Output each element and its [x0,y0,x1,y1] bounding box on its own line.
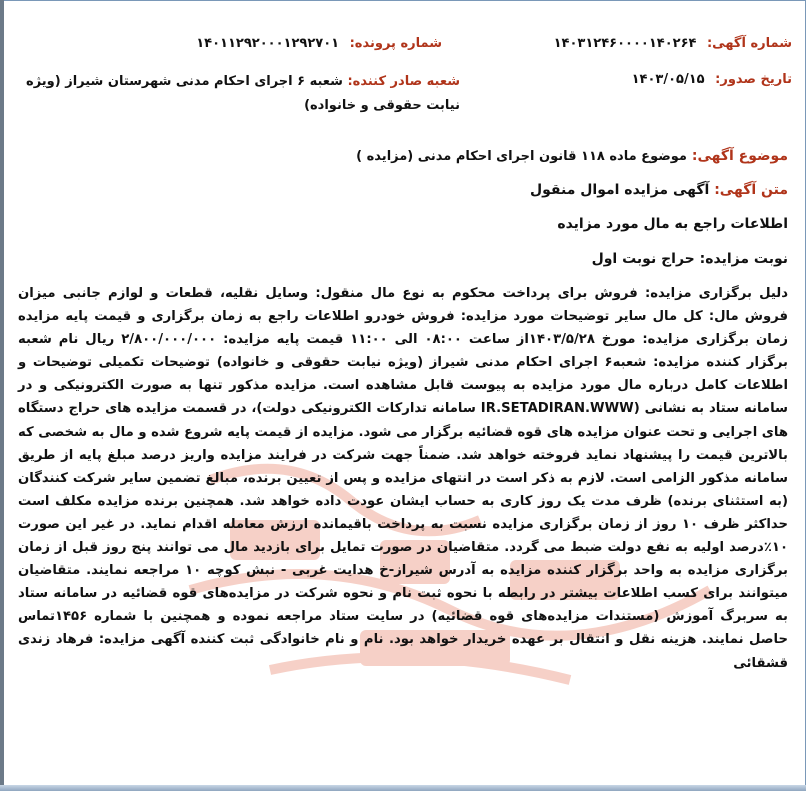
subject-line [356,148,788,164]
ad-number-value: ۱۴۰۳۱۲۴۶۰۰۰۰۱۴۰۲۶۴ [553,36,697,51]
file-number-label: شماره پرونده: [349,36,442,51]
auction-round: نوبت مزایده: حراج نوبت اول [591,251,788,267]
ad-text-value: آگهی مزایده اموال منقول [529,182,710,198]
ad-text-label: متن آگهی: [714,182,788,198]
issuing-branch [22,70,460,118]
ad-number-label: شماره آگهی: [706,36,792,51]
issuing-branch-value: شعبه ۶ اجرای احکام مدنی شهرستان شیراز (ویژه نیابت حقوقی و خانواده) [26,74,460,113]
info-heading: اطلاعات راجع به مال مورد مزایده [557,216,788,232]
file-number-value: ۱۴۰۱۱۲۹۲۰۰۰۱۲۹۲۷۰۱ [196,36,340,51]
issue-date-value: ۱۴۰۳/۰۵/۱۵ [631,72,705,87]
subject-label: موضوع آگهی: [691,148,788,164]
ad-text-line [530,182,788,198]
subject-value: موضوع ماده ۱۱۸ قانون اجرای احکام مدنی (مزایده ) [356,149,687,164]
issuing-branch-label: شعبه صادر کننده: [347,74,460,89]
left-edge-bar [0,0,4,791]
ad-number [554,36,792,51]
notice-body: دلیل برگزاری مزایده: فروش برای پرداخت محکوم به نوع مال منقول: وسایل نقلیه، قطعات و لوازم جانبی میزان فروش مال: کل مال سایر توضیحات مورد مزایده: فروش خودرو اطلاعات راجع به زمان برگزاری و قیمت پایه مزایده زمان برگزاری مزایده: مورخ ۱۴۰۳/۵/۲۸از ساعت ۰۸:۰۰ الی ۱۱:۰۰ قیمت پایه مزایده: ۲/۸۰۰/۰۰۰/۰۰۰ ریال نام شعبه برگزار کننده مزایده: شعبه۶ اجرای احکام مدنی شیراز (ویژه نیابت حقوقی و خانواده) توضیحات تکمیلی توضیحات و اطلاعات کامل درباره مال مورد مزایده به پیوست قابل مشاهده است. مزایده مذکور تنها به صورت الکترونیکی و در سامانه ستاد به نشانی (IR.SETADIRAN.WWW سامانه تدارکات الکترونیکی دولت)، در قسمت مزایده های حراج دستگاه های اجرایی و تحت عنوان مزایده های قوه قضائیه برگزار می شود. مزایده از قیمت پایه شروع شده و مال به شخصی که بالاترین قیمت را پیشنهاد نماید فروخته خواهد شد. ضمناً جهت شرکت در فرایند مزایده واریز درصد مبلغ پایه از طریق سامانه مذکور الزامی است. لازم به ذکر است در انتهای مزایده و پس از تعیین برنده، مبالغ تضمین سایر شرکت کنندگان (به استثنای برنده) ظرف مدت یک روز کاری به حساب ایشان عودت داده خواهد شد. همچنین برنده مزایده مکلف است حداکثر ظرف ۱۰ روز از زمان برگزاری مزایده نسبت به پرداخت باقیمانده ارزش معامله اقدام نماید. در غیر این صورت ۱۰٪درصد اولیه به نفع دولت ضبط می گردد. متقاضیان در صورت تمایل برای بازدید مال می توانند پنج روز قبل از زمان برگزاری مزایده به واحد برگزار کننده مزایده به آدرس شیراز-خ هدایت غربی - نبش کوچه ۱۰ مراجعه نمایند. متقاضیان میتوانند برای کسب اطلاعات بیشتر در رابطه با نحوه ثبت نام و نحوه شرکت در مزایده‌های قوه قضائیه در سامانه ستاد به سربرگ آموزش (مستندات مزایده‌های قوه قضائیه) در سایت ستاد مراجعه نموده و همچنین با شماره ۱۴۵۶تماس حاصل نمایند. هزینه نقل و انتقال بر عهده خریدار خواهد بود. نام و نام خانوادگی ثبت کننده آگهی مزایده: فرهاد زندی قشقائی [18,286,789,671]
bottom-scroll-bar [0,785,806,791]
issue-date [632,72,792,87]
file-number [196,36,442,51]
issue-date-label: تاریخ صدور: [715,72,792,87]
